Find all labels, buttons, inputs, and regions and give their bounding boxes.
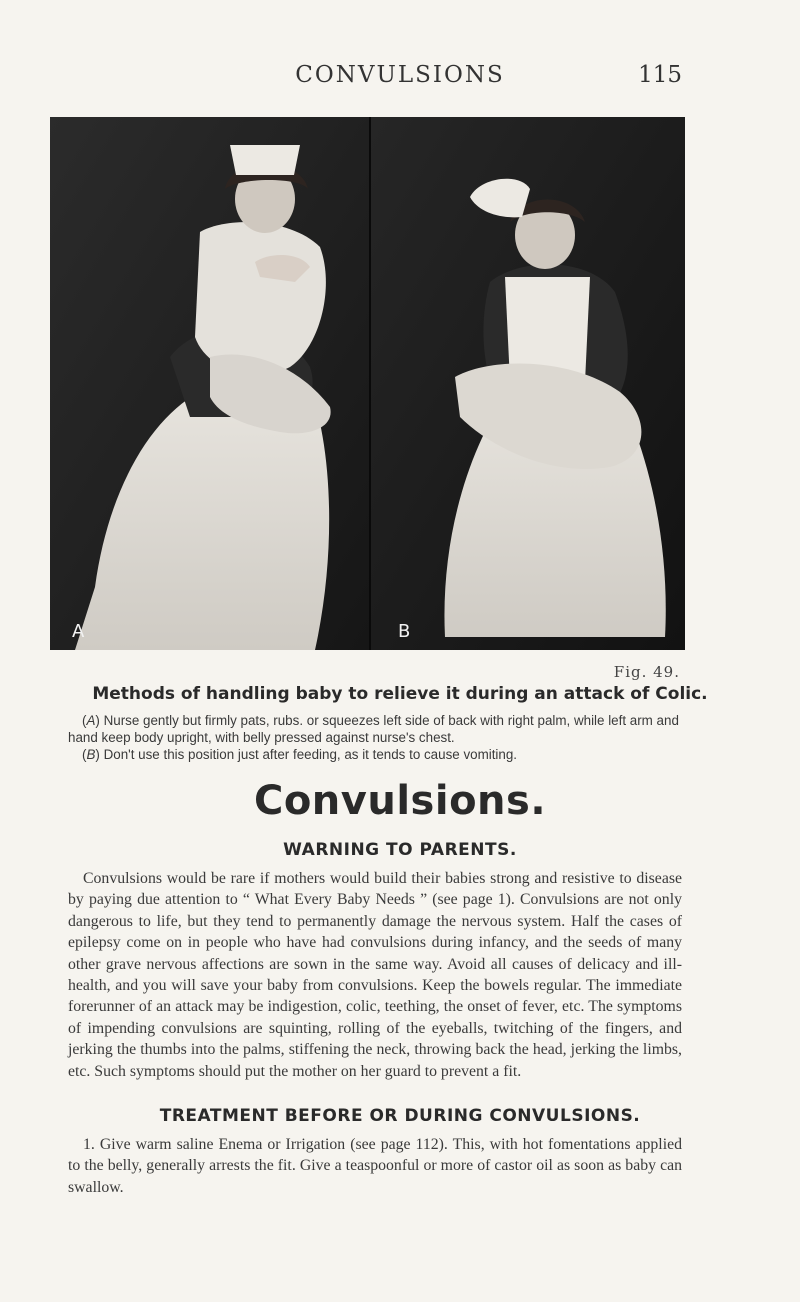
section-title: Convulsions.	[253, 778, 547, 824]
panel-label-a: A	[72, 621, 85, 642]
figure-caption-title: Methods of handling baby to relieve it during an attack of Colic.	[92, 684, 708, 704]
caption-b-text: Don't use this position just after feeding, as it tends to cause vomiting.	[99, 747, 518, 762]
page-number: 115	[638, 62, 682, 88]
panel-label-b: B	[398, 621, 411, 642]
caption-a-letter: A	[86, 713, 96, 728]
caption-a: (A) Nurse gently but firmly pats, rubs. or squeezes left side of back with right palm, while left arm and hand keep body upright, with belly pressed against nurse's chest.	[68, 713, 679, 745]
figure-illustration	[50, 117, 685, 650]
caption-a-text: Nurse gently but firmly pats, rubs. or squeezes left side of back with right palm, while left arm and hand keep body upright, with belly pressed against nurse's chest.	[68, 713, 679, 745]
figure-caption	[68, 712, 688, 763]
figure-number: Fig. 49.	[613, 663, 680, 681]
caption-b-letter: B	[86, 747, 96, 762]
treatment-paragraph: 1. Give warm saline Enema or Irrigation (see page 112). This, with hot fomentations applied to the belly, generally arrests the fit. Give a teaspoonful or more of castor oil as soon as baby can swallow.	[68, 1136, 682, 1196]
running-head	[0, 62, 800, 92]
running-head-title: CONVULSIONS	[295, 62, 505, 88]
warning-heading: WARNING TO PARENTS.	[283, 840, 517, 860]
treatment-heading: TREATMENT BEFORE OR DURING CONVULSIONS.	[159, 1106, 641, 1126]
caption-b: (B) Don't use this position just after feeding, as it tends to cause vomiting.	[82, 747, 518, 762]
warning-paragraph: Convulsions would be rare if mothers would build their babies strong and resistive to disease by paying due attention to “ What Every Baby Needs ” (see page 1). Convulsions are not only dangerous to life, but they tend to permanently damage the nervous system. Half the cases of epilepsy come on in people who have had convulsions during infancy, and the seeds of many other grave nervous affections are sown in the same way. Avoid all causes of delicacy and ill-health, and you will save your baby from convulsions. Keep the bowels regular. The immediate forerunner of an attack may be indigestion, colic, teething, the onset of fever, etc. The symptoms of impending convulsions are squinting, rolling of the eyeballs, twitching of the fingers, and jerking the thumbs into the palms, stiffening the neck, throwing back the head, jerking the limbs, etc. Such symptoms should put the mother on her guard to prevent a fit.	[68, 870, 682, 1080]
figure-photograph	[50, 117, 685, 650]
